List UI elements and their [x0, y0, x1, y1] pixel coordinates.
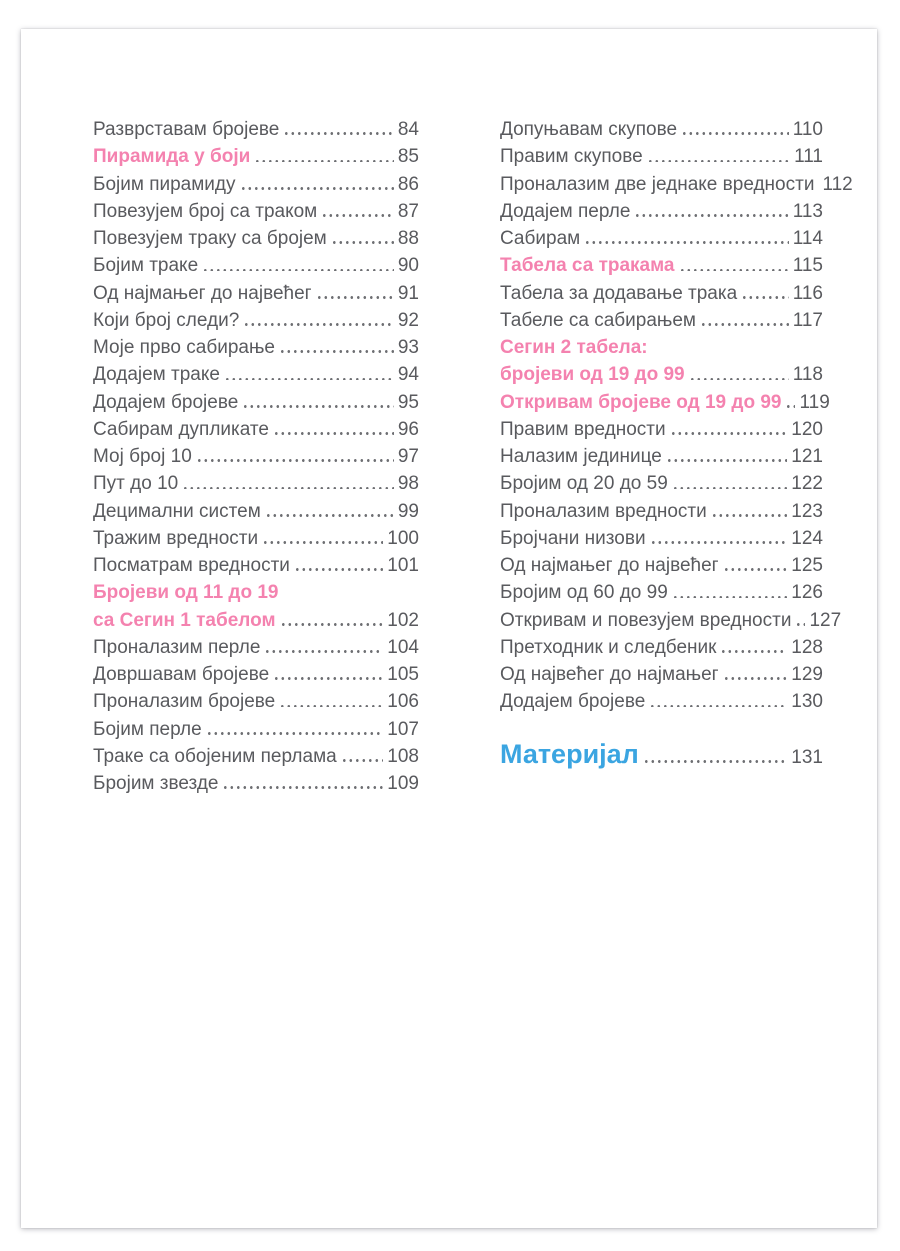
toc-entry	[93, 252, 419, 279]
toc-leader-dots	[343, 759, 384, 762]
toc-entry-label: Повезујем траку са бројем	[93, 228, 327, 249]
toc-leader-dots	[275, 432, 394, 435]
toc-entry-page-number: 119	[799, 391, 830, 413]
toc-leader-dots	[725, 677, 788, 680]
toc-entry-page-number: 104	[387, 636, 419, 658]
toc-entry-label: Проналазим бројеве	[93, 691, 276, 713]
toc-entry-label: бројеви од 19 до 99	[500, 364, 685, 386]
toc-leader-dots	[652, 541, 788, 544]
toc-entry-label: Тражим вредности	[93, 527, 259, 549]
toc-entry	[500, 143, 823, 170]
toc-entry	[500, 470, 823, 497]
toc-entry	[500, 607, 842, 634]
toc-entry-page-number: 117	[792, 309, 823, 331]
toc-entry	[500, 116, 823, 143]
toc-entry-page-number: 91	[397, 282, 419, 304]
toc-entry-page-number: 112	[822, 173, 853, 195]
toc-entry	[93, 552, 419, 579]
toc-entry-page-number: 118	[792, 364, 823, 386]
toc-entry-label: Проналазим вредности	[500, 500, 707, 522]
toc-entry	[93, 171, 419, 198]
toc-entry-label: Сабирам дупликате	[93, 418, 269, 440]
toc-entry-label: са Сегин 1 табелом	[93, 609, 276, 631]
toc-entry	[93, 443, 419, 470]
toc-entry-page-number: 93	[397, 337, 419, 358]
toc-leader-dots	[649, 160, 790, 163]
toc-entry-page-number: 111	[794, 146, 823, 168]
toc-leader-dots	[725, 568, 788, 571]
toc-entry-page-number: 125	[791, 555, 823, 576]
toc-leader-dots	[636, 214, 788, 217]
toc-entry-page-number: 116	[792, 282, 823, 304]
toc-entry	[500, 498, 823, 525]
toc-leader-dots	[282, 623, 384, 626]
toc-leader-dots	[323, 214, 394, 217]
toc-entry-page-number: 106	[387, 691, 419, 713]
toc-entry-label: Мој број 10	[93, 446, 192, 467]
toc-entry-label: Пирамида у боји	[93, 146, 251, 168]
toc-entry-page-number: 129	[791, 664, 823, 685]
toc-entry-label: Довршавам бројеве	[93, 664, 270, 685]
toc-entry	[500, 225, 823, 252]
toc-entry	[500, 634, 823, 661]
toc-entry	[93, 661, 419, 688]
toc-column-left	[93, 116, 419, 797]
toc-entry-page-number: 90	[397, 255, 419, 277]
toc-entry	[93, 498, 419, 525]
toc-entry-label: Разврставам бројеве	[93, 119, 280, 140]
toc-leader-dots	[208, 732, 384, 735]
toc-entry	[93, 143, 419, 170]
toc-leader-dots	[242, 187, 394, 190]
toc-entry-page-number: 115	[792, 255, 823, 277]
toc-leader-dots	[702, 323, 789, 326]
toc-leader-dots	[275, 677, 383, 680]
toc-leader-dots	[674, 487, 788, 490]
toc-entry-label: Табела за додавање трака	[500, 282, 738, 304]
toc-entry-label: Траке са обојеним перлама	[93, 745, 337, 767]
toc-entry-page-number: 123	[791, 500, 823, 522]
toc-leader-dots	[267, 514, 394, 517]
toc-entry	[500, 525, 823, 552]
toc-entry-page-number: 126	[791, 582, 823, 604]
toc-entry-label: Децимални систем	[93, 500, 261, 522]
toc-entry	[93, 307, 419, 334]
toc-entry	[93, 198, 419, 225]
toc-column-right	[500, 116, 853, 771]
toc-entry-label: Откривам и повезујем вредности	[500, 609, 792, 631]
toc-entry	[93, 470, 419, 497]
toc-entry	[93, 416, 419, 443]
toc-entry-page-number: 96	[397, 418, 419, 440]
toc-entry-label: Допуњавам скупове	[500, 119, 678, 140]
toc-entry	[500, 688, 823, 715]
toc-leader-dots	[681, 269, 789, 272]
toc-leader-dots	[226, 378, 394, 381]
book-page	[21, 29, 877, 1228]
toc-leader-dots	[672, 432, 788, 435]
toc-leader-dots	[651, 705, 787, 708]
toc-leader-dots	[674, 596, 788, 599]
toc-entry-label: Бројчани низови	[500, 527, 646, 549]
toc-entry-page-number: 102	[387, 609, 419, 631]
toc-entry-page-number: 128	[791, 636, 823, 658]
toc-entry-label: Бојим траке	[93, 255, 199, 277]
toc-entry-label: Бројим звезде	[93, 773, 219, 794]
toc-entry-page-number: 85	[397, 146, 419, 168]
toc-entry	[500, 252, 823, 279]
toc-entry-page-number: 127	[809, 609, 842, 631]
toc-leader-dots	[586, 241, 789, 244]
toc-entry-label: Правим вредности	[500, 418, 666, 440]
toc-entry-page-number: 108	[387, 745, 419, 767]
toc-entry-label: Бојим пирамиду	[93, 173, 236, 195]
toc-leader-dots	[668, 459, 787, 462]
toc-leader-dots	[264, 541, 383, 544]
toc-entry-page-number: 87	[397, 200, 419, 222]
toc-entry-label: Правим скупове	[500, 146, 643, 168]
toc-entry	[500, 416, 823, 443]
toc-entry-label: Бројим од 20 до 59	[500, 473, 668, 495]
toc-entry-label: Додајем перле	[500, 200, 631, 222]
toc-entry	[500, 361, 823, 388]
toc-entry-label: Додајем бројеве	[93, 391, 239, 413]
toc-leader-dots	[198, 459, 394, 462]
toc-entry	[93, 716, 419, 743]
toc-entry-page-number: 95	[397, 391, 419, 413]
toc-leader-dots	[797, 623, 805, 626]
toc-entry-page-number: 99	[397, 500, 419, 522]
toc-entry-page-number: 120	[791, 418, 823, 440]
toc-entry	[500, 579, 823, 606]
toc-entry-page-number: 92	[397, 309, 419, 331]
toc-entry-page-number: 105	[387, 664, 419, 685]
toc-entry	[93, 389, 419, 416]
toc-entry-label: Бројеви од 11 до 19	[93, 582, 279, 604]
toc-leader-dots	[683, 132, 789, 135]
toc-entry-label: Проналазим две једнаке вредности	[500, 173, 815, 195]
toc-leader-dots	[333, 241, 394, 244]
toc-entry-label: Додајем траке	[93, 364, 220, 386]
toc-entry-label: Сегин 2 табела:	[500, 337, 648, 358]
toc-entry	[93, 116, 419, 143]
toc-entry-page-number: 109	[387, 773, 419, 794]
toc-entry-label: Табела са тракама	[500, 255, 675, 277]
toc-entry-page-number: 101	[387, 555, 419, 576]
toc-entry-label: Табеле са сабирањем	[500, 309, 696, 331]
toc-entry	[500, 280, 823, 307]
toc-entry	[500, 334, 823, 361]
toc-leader-dots	[318, 296, 394, 299]
toc-entry-page-number: 98	[397, 473, 419, 495]
toc-leader-dots	[691, 378, 789, 381]
toc-entry	[93, 280, 419, 307]
toc-entry-label: Од највећег до најмањег	[500, 664, 719, 685]
toc-leader-dots	[713, 514, 788, 517]
toc-entry-label: Претходник и следбеник	[500, 636, 717, 658]
toc-entry	[93, 579, 419, 606]
toc-leader-dots	[743, 296, 789, 299]
toc-leader-dots	[256, 160, 394, 163]
toc-entry-page-number: 130	[791, 691, 823, 713]
toc-entry-page-number: 114	[792, 228, 823, 249]
toc-leader-dots	[204, 269, 394, 272]
toc-leader-dots	[296, 568, 383, 571]
toc-leader-dots	[245, 323, 394, 326]
toc-leader-dots	[244, 405, 394, 408]
toc-entry-page-number: 107	[387, 718, 419, 740]
toc-leader-dots	[787, 405, 795, 408]
toc-entry	[500, 389, 830, 416]
toc-entry	[93, 525, 419, 552]
toc-leader-dots	[722, 650, 787, 653]
toc-entry	[500, 171, 853, 198]
toc-entry-page-number: 122	[791, 473, 823, 495]
toc-entry	[500, 661, 823, 688]
toc-entry-material	[500, 737, 823, 771]
toc-entry-label: Додајем бројеве	[500, 691, 646, 713]
toc-entry-label: Бојим перле	[93, 718, 202, 740]
toc-entry-label: Повезујем број са траком	[93, 200, 318, 222]
toc-entry	[500, 198, 823, 225]
toc-entry-label: Посматрам вредности	[93, 555, 290, 576]
toc-entry-label: Проналазим перле	[93, 636, 261, 658]
toc-entry	[93, 770, 419, 797]
toc-leader-dots	[285, 132, 393, 135]
toc-entry-label: Откривам бројеве од 19 до 99	[500, 391, 782, 413]
toc-entry-label: Материјал	[500, 738, 639, 769]
toc-entry-label: Пут до 10	[93, 473, 179, 495]
toc-entry-label: Сабирам	[500, 228, 581, 249]
toc-entry	[500, 552, 823, 579]
toc-entry	[93, 634, 419, 661]
toc-leader-dots	[281, 350, 394, 353]
toc-entry-page-number: 121	[791, 446, 823, 467]
toc-leader-dots	[266, 650, 383, 653]
toc-entry-label: Налазим јединице	[500, 446, 662, 467]
toc-leader-dots	[184, 487, 394, 490]
toc-entry-label: Од најмањег до највећег	[500, 555, 719, 576]
toc-entry-page-number: 86	[397, 173, 419, 195]
toc-leader-dots	[224, 786, 383, 789]
toc-entry-page-number: 94	[397, 364, 419, 386]
toc-entry	[93, 361, 419, 388]
toc-entry-page-number: 110	[792, 119, 823, 140]
toc-entry	[500, 443, 823, 470]
toc-entry-label: Бројим од 60 до 99	[500, 582, 668, 604]
toc-entry-page-number: 84	[397, 119, 419, 140]
toc-entry-page-number: 113	[792, 200, 823, 222]
toc-entry	[500, 307, 823, 334]
toc-entry-label: Моје прво сабирање	[93, 337, 275, 358]
toc-entry	[93, 743, 419, 770]
toc-entry	[93, 334, 419, 361]
toc-entry-page-number: 124	[791, 527, 823, 549]
toc-entry	[93, 225, 419, 252]
toc-entry-page-number: 100	[387, 527, 419, 549]
toc-entry-page-number: 97	[397, 446, 419, 467]
toc-entry-page-number: 131	[791, 746, 823, 768]
toc-leader-dots	[645, 760, 787, 763]
toc-entry-page-number: 88	[397, 228, 419, 249]
toc-leader-dots	[281, 705, 383, 708]
toc-entry	[93, 607, 419, 634]
toc-entry-label: Од најмањег до највећег	[93, 282, 312, 304]
toc-entry	[93, 688, 419, 715]
toc-entry-label: Који број следи?	[93, 309, 240, 331]
